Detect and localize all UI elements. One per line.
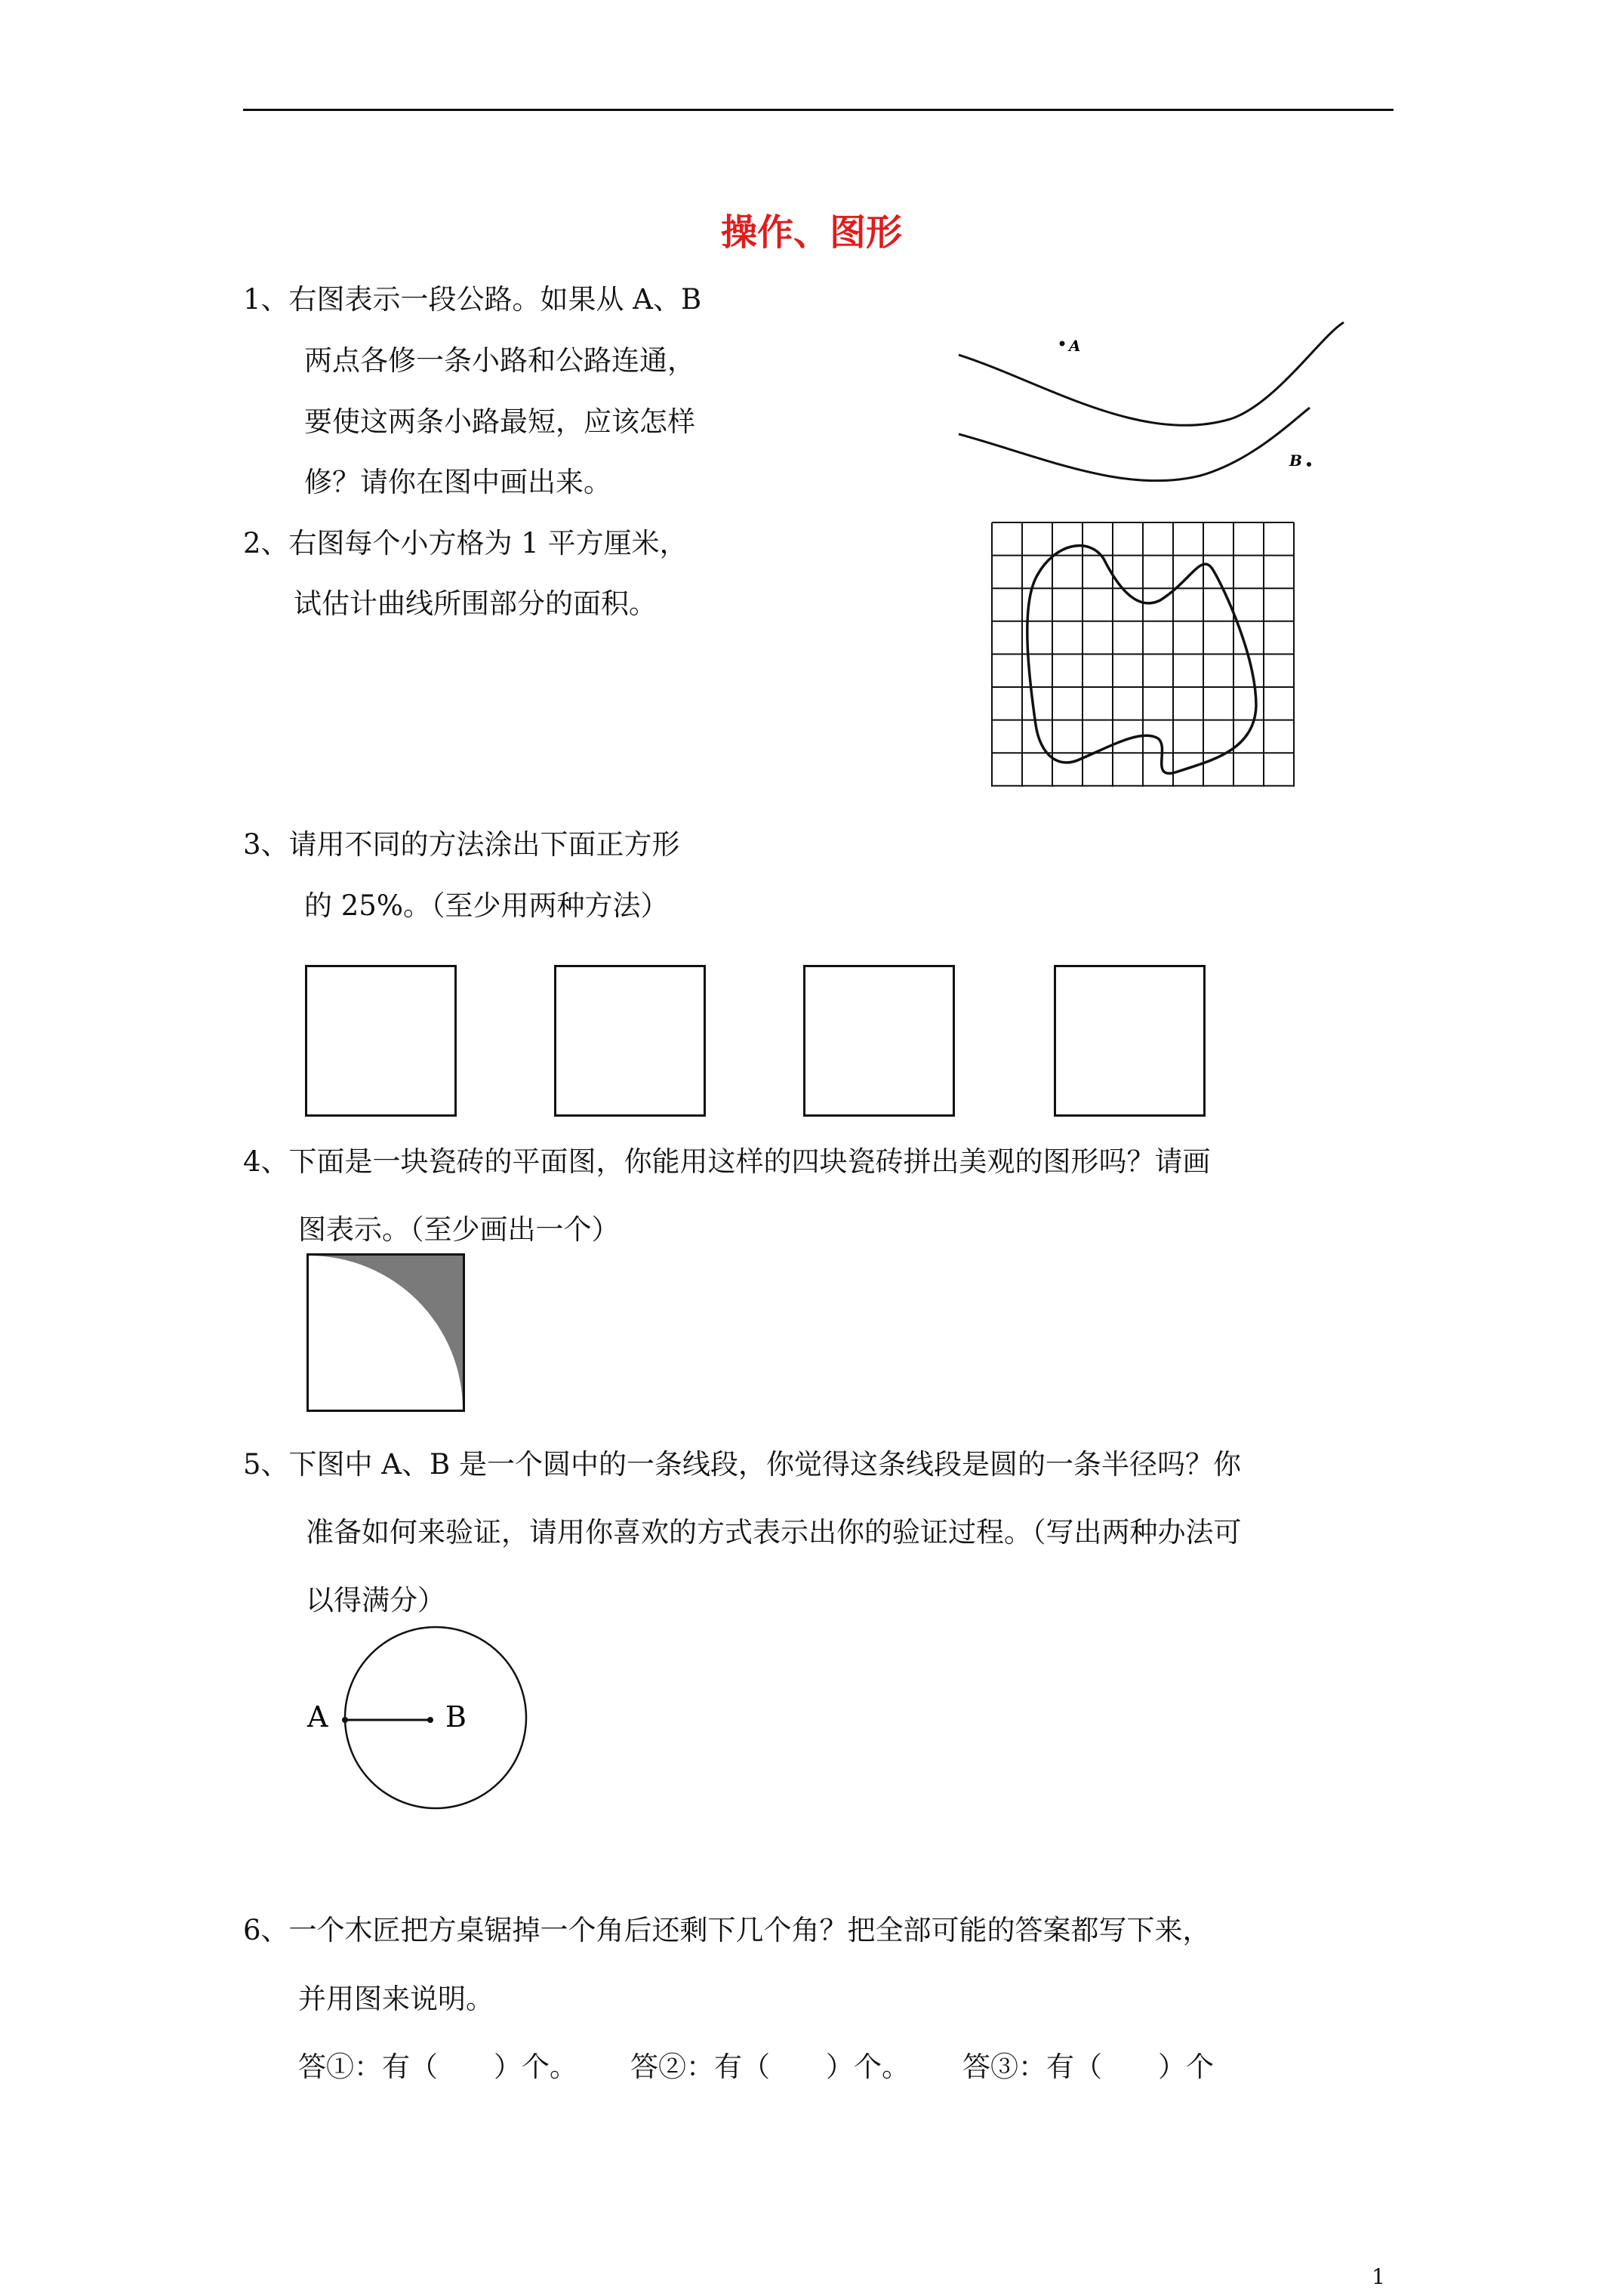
point-b [1307,462,1311,467]
point-a-label: A [307,1700,328,1734]
page-title: 操作、图形 [720,211,902,254]
q4-line-2: 图表示。（至少画出一个） [298,1213,620,1246]
q6-answer-1: 答①：有（ ）个。 [298,2051,577,2083]
point-b-dot [427,1717,433,1723]
point-b-label: B [445,1700,467,1734]
q1-line-3: 要使这两条小路最短，应该怎样 [304,405,695,438]
area-grid-diagram [990,521,1296,789]
point-a-label: A [1069,337,1081,355]
enclosed-curve [1027,546,1256,774]
q4-line-1: 4、下面是一块瓷砖的平面图，你能用这样的四块瓷砖拼出美观的图形吗？请画 [243,1145,1211,1178]
q1-line-1: 1、右图表示一段公路。如果从 A、B [243,283,702,316]
square-3 [803,965,955,1117]
q1-line-4: 修？请你在图中画出来。 [304,466,611,498]
square-4 [1054,965,1206,1117]
point-a [1060,341,1065,347]
circle-diagram [302,1623,536,1816]
q2-line-2: 试估计曲线所围部分的面积。 [294,587,657,620]
circle-outline [345,1627,526,1808]
square-1 [305,965,457,1117]
road-diagram [951,313,1359,487]
point-b-label: B [1289,451,1302,470]
q5-line-1: 5、下图中 A、B 是一个圆中的一条线段，你觉得这条线段是圆的一条半径吗？你 [243,1448,1241,1481]
q3-line-1: 3、请用不同的方法涂出下面正方形 [243,828,680,861]
q5-line-3: 以得满分） [306,1584,445,1616]
square-2 [554,965,706,1117]
q5-line-2: 准备如何来验证，请用你喜欢的方式表示出你的验证过程。（写出两种办法可 [306,1516,1242,1549]
q6-answer-3: 答③：有（ ）个 [962,2051,1214,2083]
point-a-dot [342,1717,348,1723]
tile-diagram [306,1253,465,1412]
q2-line-1: 2、右图每个小方格为 1 平方厘米， [243,527,688,559]
page-number: 1 [1372,2264,1385,2289]
q6-line-1: 6、一个木匠把方桌锯掉一个角后还剩下几个角？把全部可能的答案都写下来， [243,1914,1211,1946]
q6-answer-2: 答②：有（ ）个。 [630,2051,910,2083]
tile-shaded-corner [309,1256,463,1410]
road-upper-edge [959,322,1344,425]
q6-line-2: 并用图来说明。 [298,1983,494,2015]
header-rule [243,109,1394,111]
q3-line-2: 的 25%。（至少用两种方法） [304,889,669,922]
q1-line-2: 两点各修一条小路和公路连通， [304,344,695,377]
